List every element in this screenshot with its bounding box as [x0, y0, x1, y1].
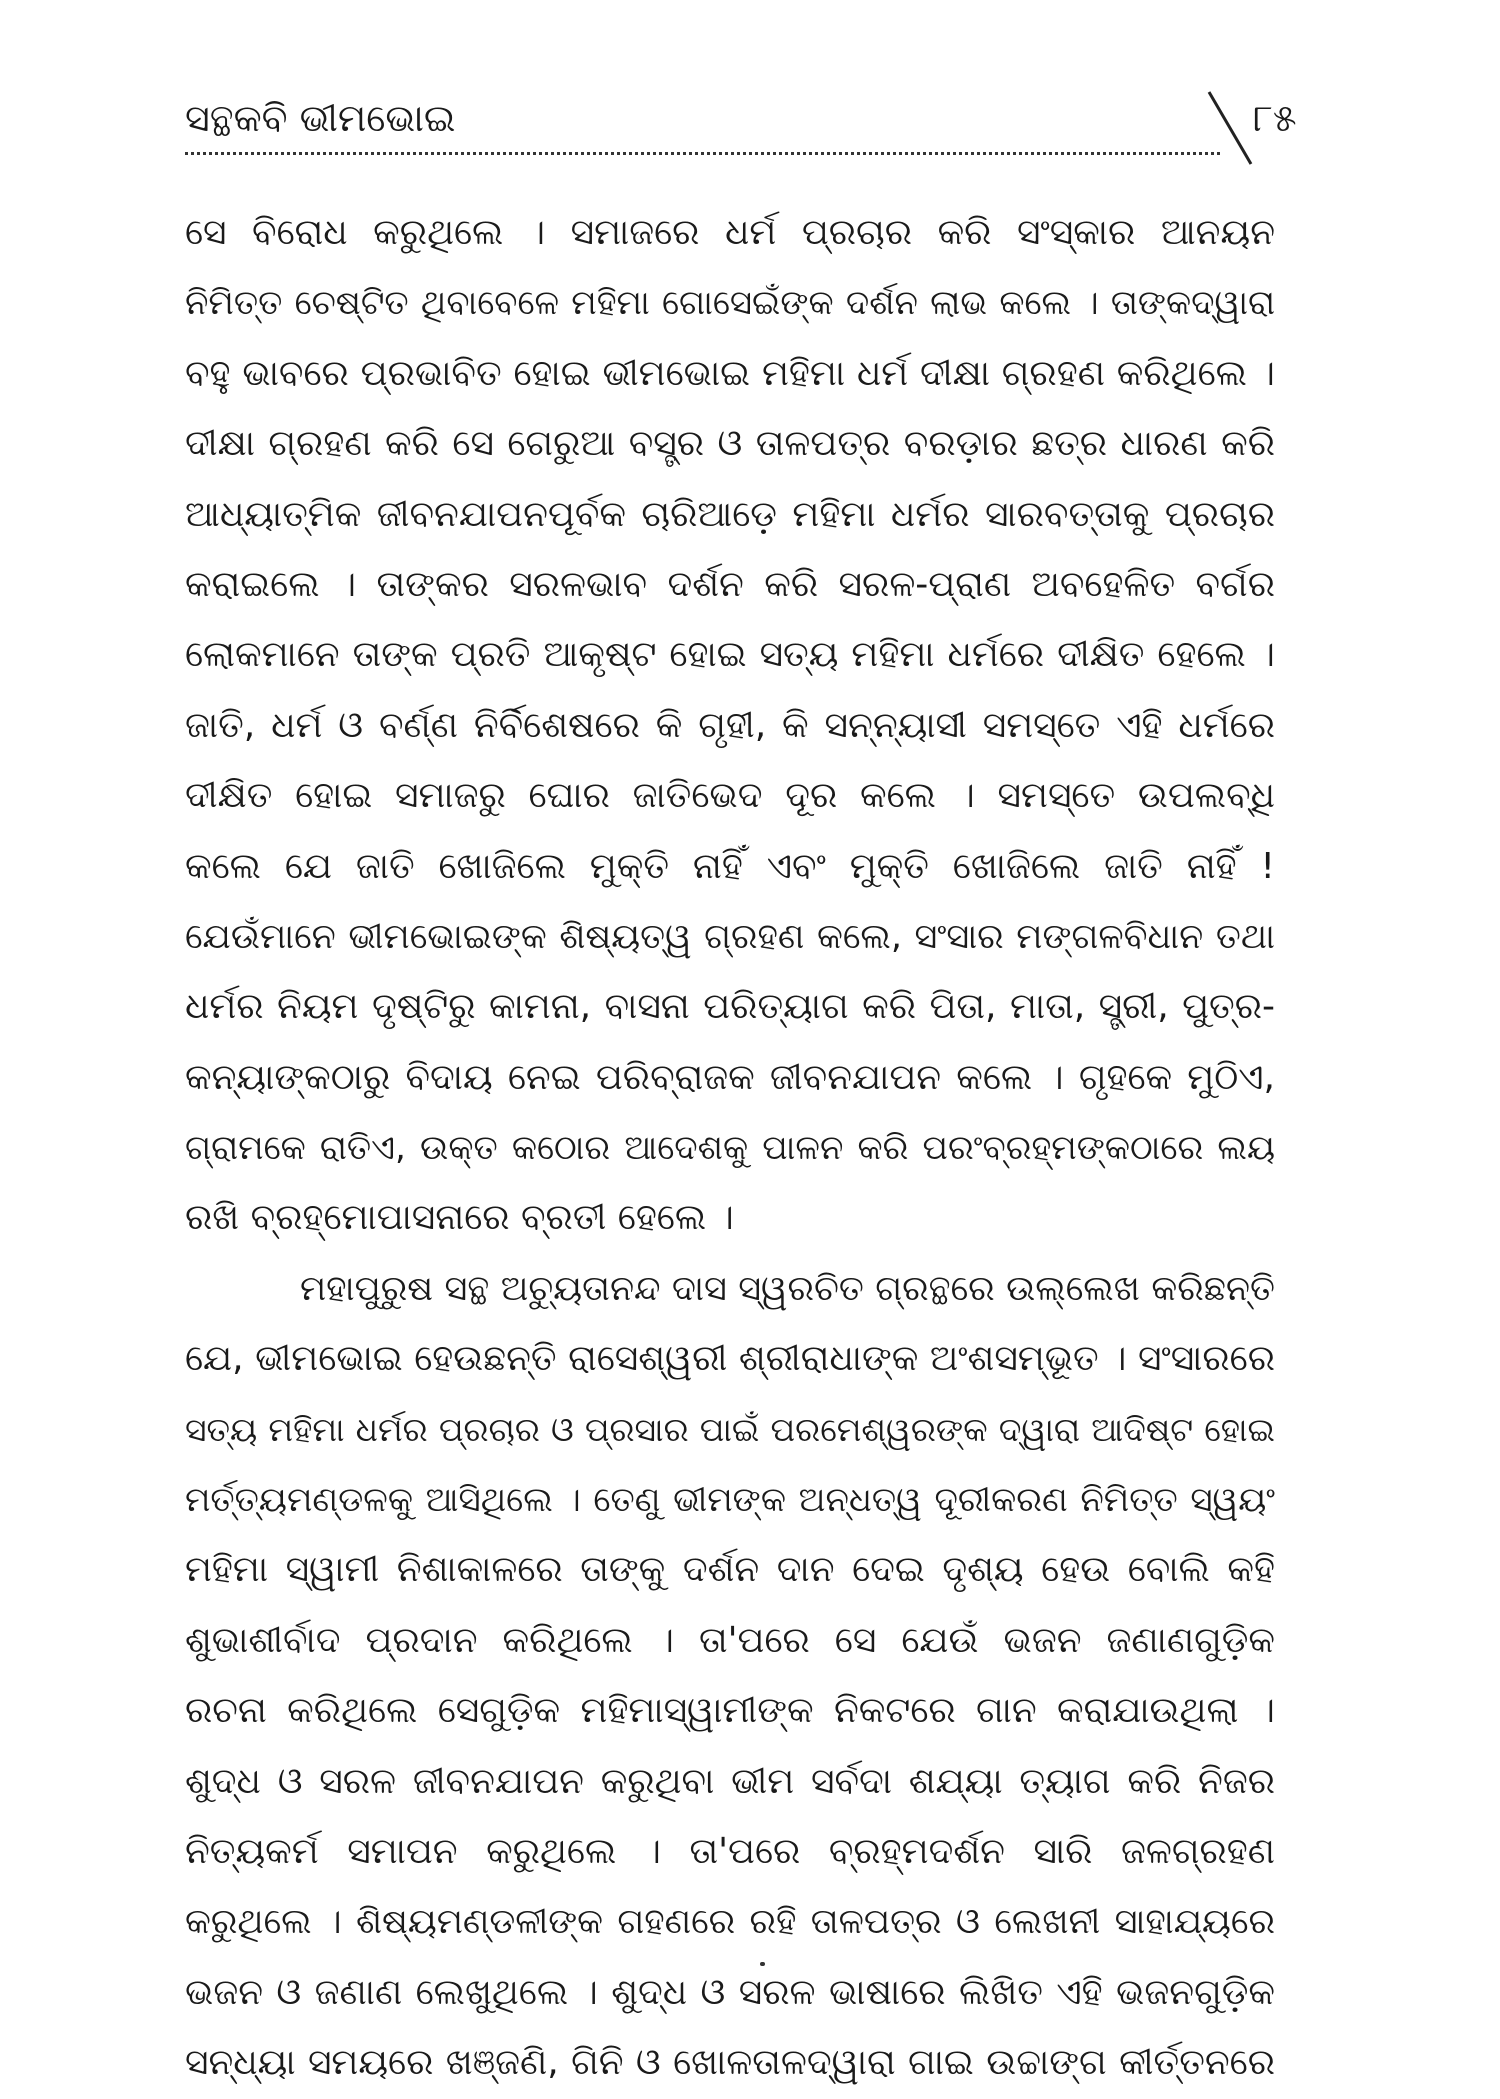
paragraph-1	[185, 198, 1275, 1254]
text-line: ଯେଉଁମାନେ ଭୀମଭୋଇଙ୍କ ଶିଷ୍ୟତ୍ୱ ଗ୍ରହଣ କଲେ, ସଂସାର ମଙ୍ଗଳବିଧାନ ତଥା	[185, 916, 1275, 957]
text-line: ମହିମା ସ୍ୱାମୀ ନିଶାକାଳରେ ତାଙ୍କୁ ଦର୍ଶନ ଦାନ ଦେଇ ଦୃଶ୍ୟ ହେଉ ବୋଲି କହି	[185, 1549, 1275, 1591]
text-line: ଭଜନ ଓ ଜଣାଣ ଲେଖୁଥିଲେ । ଶୁଦ୍ଧ ଓ ସରଳ ଭାଷାରେ ଲିଖିତ ଏହି ଭଜନଗୁଡ଼ିକ	[185, 1971, 1275, 2013]
text-line: ରଚନା କରିଥିଲେ ସେଗୁଡ଼ିକ ମହିମାସ୍ୱାମୀଙ୍କ ନିକଟରେ ଗାନ କରାଯାଉଥିଲା ।	[185, 1690, 1275, 1732]
text-line: ମର୍ତ୍ତ୍ୟମଣ୍ଡଳକୁ ଆସିଥିଲେ । ତେଣୁ ଭୀମଙ୍କ ଅନ୍ଧତ୍ୱ ଦୂରୀକରଣ ନିମିତ୍ତ ସ୍ୱୟଂ	[185, 1480, 1275, 1521]
text-line: ରଖି ବ୍ରହ୍ମୋପାସନାରେ ବ୍ରତୀ ହେଲେ ।	[185, 1197, 734, 1239]
text-line: ଲୋକମାନେ ତାଙ୍କ ପ୍ରତି ଆକୃଷ୍ଟ ହୋଇ ସତ୍ୟ ମହିମା ଧର୍ମରେ ଦୀକ୍ଷିତ ହେଲେ ।	[185, 634, 1275, 676]
body-text	[185, 198, 1275, 2099]
text-line: ମହାପୁରୁଷ ସନ୍ଥ ଅଚ୍ୟୁତାନନ୍ଦ ଦାସ ସ୍ୱରଚିତ ଗ୍ରନ୍ଥରେ ଉଲ୍ଲେଖ କରିଛନ୍ତି	[300, 1268, 1275, 1309]
text-line: ଗ୍ରାମକେ ରାତିଏ, ଉକ୍ତ କଠୋର ଆଦେଶକୁ ପାଳନ କରି ପରଂବ୍ରହ୍ମଙ୍କଠାରେ ଲୟ	[185, 1128, 1275, 1169]
text-line: ଜାତି, ଧର୍ମ ଓ ବର୍ଣ୍ଣ ନିର୍ବିଶେଷରେ କି ଗୃହୀ, କି ସନ୍ନ୍ୟାସୀ ସମସ୍ତେ ଏହି ଧର୍ମରେ	[185, 704, 1275, 746]
text-line: ନିମିତ୍ତ ଚେଷ୍ଟିତ ଥିବାବେଳେ ମହିମା ଗୋସେଇଁଙ୍କ ଦର୍ଶନ ଲାଭ କଲେ । ତାଙ୍କଦ୍ୱାରା	[185, 283, 1275, 324]
text-line: ଯେ, ଭୀମଭୋଇ ହେଉଛନ୍ତି ରାସେଶ୍ୱରୀ ଶ୍ରୀରାଧାଙ୍କ ଅଂଶସମ୍ଭୂତ । ସଂସାରରେ	[185, 1338, 1275, 1380]
text-line: କରାଇଲେ । ତାଙ୍କର ସରଳଭାବ ଦର୍ଶନ କରି ସରଳ-ପ୍ରାଣ ଅବହେଳିତ ବର୍ଗର	[185, 563, 1275, 605]
text-line: ସେ ବିରୋଧ କରୁଥିଲେ । ସମାଜରେ ଧର୍ମ ପ୍ରଚାର କରି ସଂସ୍କାର ଆନୟନ	[185, 212, 1275, 253]
header-dotted-rule	[185, 152, 1220, 155]
text-line: ଶୁଦ୍ଧ ଓ ସରଳ ଜୀବନଯାପନ କରୁଥିବା ଭୀମ ସର୍ବଦା ଶଯ୍ୟା ତ୍ୟାଗ କରି ନିଜର	[185, 1760, 1275, 1802]
text-line: କଲେ ଯେ ଜାତି ଖୋଜିଲେ ମୁକ୍ତି ନାହିଁ ଏବଂ ମୁକ୍ତି ଖୋଜିଲେ ଜାତି ନାହିଁ !	[185, 845, 1275, 887]
text-line: ଆଧ୍ୟାତ୍ମିକ ଜୀବନଯାପନପୂର୍ବକ ଚାରିଆଡ଼େ ମହିମା ଧର୍ମର ସାରବତ୍ତାକୁ ପ୍ରଚାର	[185, 493, 1275, 535]
text-line: ଶୁଭାଶୀର୍ବାଦ ପ୍ରଦାନ କରିଥିଲେ । ତା'ପରେ ସେ ଯେଉଁ ଭଜନ ଜଣାଣଗୁଡ଼ିକ	[185, 1619, 1275, 1661]
text-line: ସତ୍ୟ ମହିମା ଧର୍ମର ପ୍ରଚାର ଓ ପ୍ରସାର ପାଇଁ ପରମେଶ୍ୱରଙ୍କ ଦ୍ୱାରା ଆଦିଷ୍ଟ ହୋଇ	[185, 1409, 1275, 1449]
text-line: ବହୁ ଭାବରେ ପ୍ରଭାବିତ ହୋଇ ଭୀମଭୋଇ ମହିମା ଧର୍ମ ଦୀକ୍ଷା ଗ୍ରହଣ କରିଥିଲେ ।	[185, 352, 1275, 394]
text-line: କନ୍ୟାଙ୍କଠାରୁ ବିଦାୟ ନେଇ ପରିବ୍ରାଜକ ଜୀବନଯାପନ କଲେ । ଗୃହକେ ମୁଠିଏ,	[185, 1056, 1275, 1098]
page-number: ୮୫	[1253, 96, 1297, 140]
text-line: ଧର୍ମର ନିୟମ ଦୃଷ୍ଟିରୁ କାମନା, ବାସନା ପରିତ୍ୟାଗ କରି ପିତା, ମାତା, ସ୍ତ୍ରୀ, ପୁତ୍ର-	[185, 986, 1275, 1028]
header-slash-divider	[1205, 88, 1255, 168]
text-line: ଦୀକ୍ଷିତ ହୋଇ ସମାଜରୁ ଘୋର ଜାତିଭେଦ ଦୂର କଲେ । ସମସ୍ତେ ଉପଲବ୍ଧି	[185, 775, 1275, 817]
paragraph-2	[185, 1254, 1275, 2099]
text-line: ଦୀକ୍ଷା ଗ୍ରହଣ କରି ସେ ଗେରୁଆ ବସ୍ତ୍ର ଓ ତାଳପତ୍ର ବରଡ଼ାର ଛତ୍ର ଧାରଣ କରି	[185, 423, 1275, 465]
text-line: ନିତ୍ୟକର୍ମ ସମାପନ କରୁଥିଲେ । ତା'ପରେ ବ୍ରହ୍ମଦର୍ଶନ ସାରି ଜଳଗ୍ରହଣ	[185, 1830, 1275, 1872]
text-line: କରୁଥିଲେ । ଶିଷ୍ୟମଣ୍ଡଳୀଙ୍କ ଗହଣରେ ରହି ତାଳପତ୍ର ଓ ଲେଖନୀ ସାହାଯ୍ୟରେ	[185, 1902, 1275, 1943]
footer-ink-dot	[760, 1962, 765, 1966]
running-title: ସନ୍ଥକବି ଭୀମଭୋଇ	[185, 96, 456, 140]
running-header	[185, 92, 1297, 172]
text-line: ସନ୍ଧ୍ୟା ସମୟରେ ଖଞ୍ଜଣି, ଗିନି ଓ ଖୋଳତାଳଦ୍ୱାରା ଗାଇ ଉଚ୍ଚାଙ୍ଗ କୀର୍ତ୍ତନରେ	[185, 2042, 1275, 2084]
